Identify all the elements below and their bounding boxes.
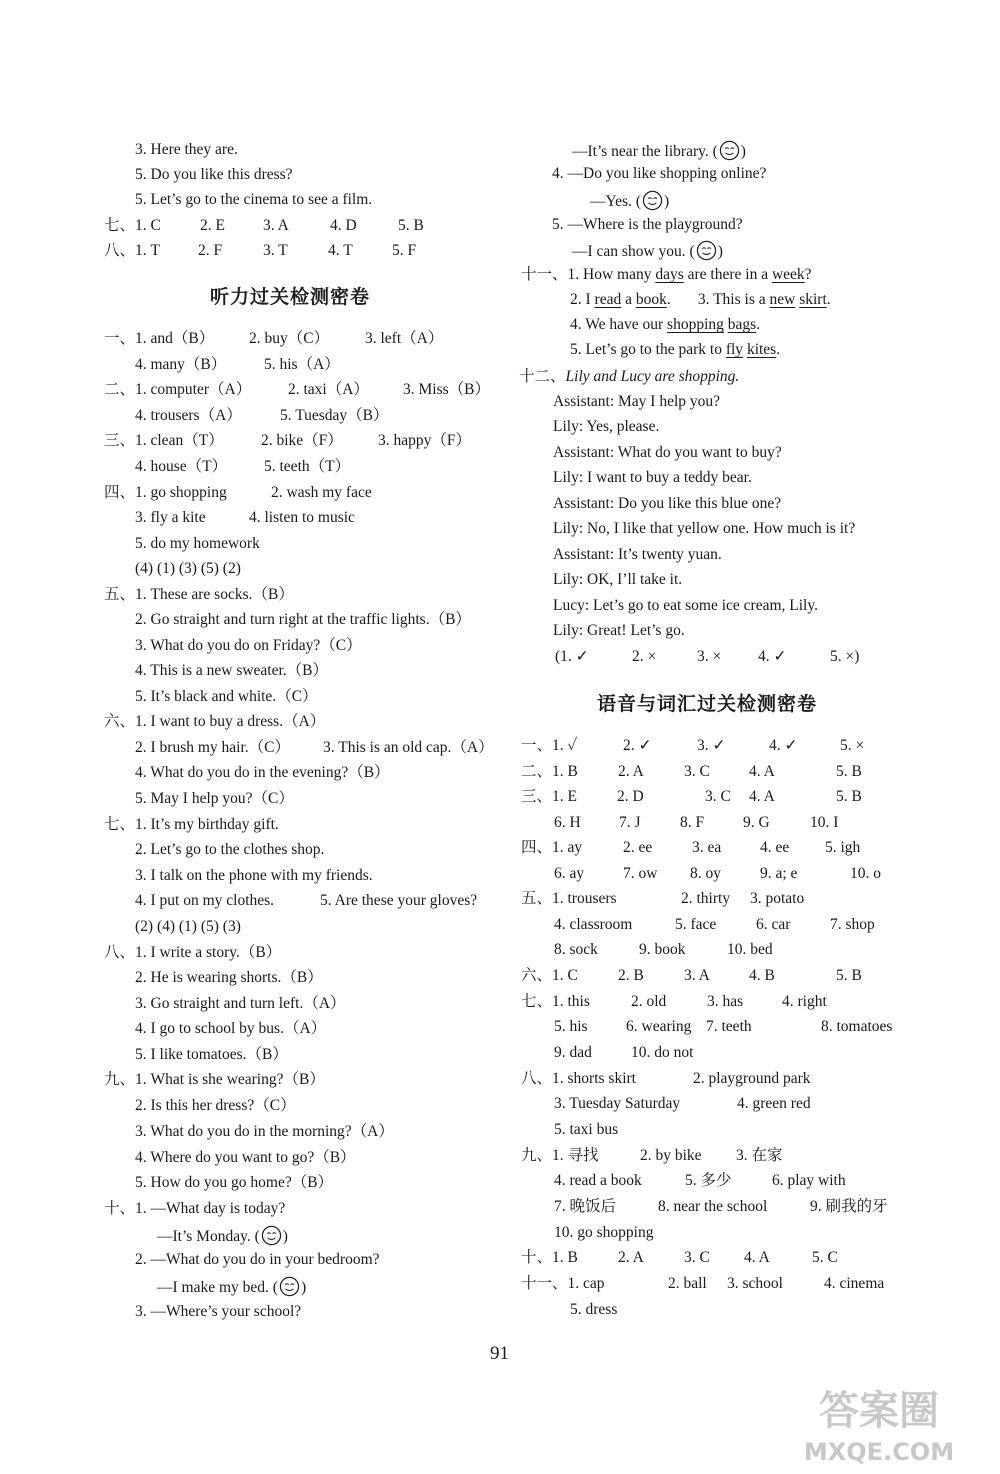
- answer-item: 2. bike（F）: [261, 432, 343, 449]
- answer-line: [521, 265, 812, 285]
- answer-item: 2. by bike: [640, 1147, 702, 1164]
- answer-item: 七、1. C: [104, 217, 161, 234]
- answer-line: [135, 789, 294, 809]
- answer-text: 4. —Do you like shopping online?: [552, 165, 767, 182]
- answer-text: Lily: Yes, please.: [553, 418, 660, 435]
- answer-item: 2. ee: [623, 839, 653, 856]
- answer-line: [104, 943, 281, 963]
- answer-line: [519, 367, 739, 387]
- answer-item: 八、1. shorts skirt: [521, 1070, 636, 1087]
- answer-text: 七、1. It’s my birthday gift.: [104, 816, 279, 833]
- answer-item: 2. ball: [668, 1275, 707, 1292]
- underlined-word: kites: [746, 341, 777, 358]
- answer-line: [135, 534, 260, 554]
- answer-text: 10. go shopping: [554, 1224, 654, 1241]
- text-run: 4. We have our: [570, 316, 668, 333]
- answer-item: 4. A: [749, 788, 775, 805]
- answer-item: 2. F: [198, 242, 223, 259]
- answer-item: 2. E: [200, 217, 225, 234]
- answer-item: 9. 刷我的牙: [810, 1198, 888, 1215]
- answer-item: 5. B: [836, 763, 862, 780]
- answer-item: 3. C: [684, 763, 710, 780]
- answer-item: 8. tomatoes: [821, 1018, 893, 1035]
- answer-text: Lily: Great! Let’s go.: [553, 622, 685, 639]
- answer-line: [553, 596, 818, 616]
- section-title: 听力过关检测密卷: [210, 286, 371, 308]
- answer-item: 8. F: [680, 814, 705, 831]
- answer-item: 3. C: [705, 788, 731, 805]
- answer-item: 5. F: [392, 242, 417, 259]
- answer-item: 3. A: [684, 967, 710, 984]
- answer-item: 5. teeth（T）: [264, 458, 351, 475]
- answer-item: 4. A: [749, 763, 775, 780]
- answer-item: 3. This is an old cap.（A）: [323, 739, 494, 756]
- answer-line: [135, 994, 346, 1014]
- underlined-word: book: [635, 291, 667, 308]
- answer-item: 5. igh: [825, 839, 861, 856]
- answer-text: 4. What do you do in the evening?（B）: [135, 764, 390, 781]
- answer-item: 4. ✓: [758, 648, 787, 665]
- answer-text: 十、1. —What day is today?: [104, 1200, 286, 1217]
- answer-item: 3. T: [263, 242, 288, 259]
- answer-item: 六、1. C: [521, 967, 578, 984]
- answer-text: 5. May I help you?（C）: [135, 790, 294, 807]
- answer-line: [135, 1302, 301, 1322]
- answer-line: [553, 519, 855, 539]
- text-run: a: [621, 291, 636, 308]
- answer-item: 5. face: [675, 916, 717, 933]
- answer-text: —It’s Monday.: [157, 1228, 251, 1245]
- answer-item: 10. bed: [727, 941, 773, 958]
- answer-item: (1. ✓: [555, 648, 589, 665]
- answer-line: [157, 1225, 288, 1245]
- underlined-word: new: [769, 291, 796, 308]
- answer-line: [570, 290, 831, 310]
- answer-item: 2. thirty: [681, 890, 731, 907]
- italic-heading: Lily and Lucy are shopping.: [565, 368, 740, 385]
- answer-item: 2. wash my face: [271, 484, 372, 501]
- answer-item: 9. book: [639, 941, 686, 958]
- answer-item: 7. ow: [623, 865, 658, 882]
- answer-item: 4. T: [328, 242, 353, 259]
- answer-item: 2. ✓: [623, 737, 652, 754]
- answer-text: 五、1. These are socks.（B）: [104, 586, 294, 603]
- answer-item: 一、1. ✓: [521, 737, 578, 754]
- text-run: .: [826, 291, 831, 308]
- answer-item: 4. classroom: [554, 916, 633, 933]
- smiley-wrapper: ( ): [709, 143, 746, 160]
- answer-item: 2. taxi（A）: [288, 381, 369, 398]
- answer-item: 4. D: [330, 217, 357, 234]
- answer-line: [553, 494, 781, 514]
- answer-line: [135, 636, 362, 656]
- answer-item: 6. H: [554, 814, 581, 831]
- underlined-word: skirt: [799, 291, 827, 308]
- answer-line: [553, 621, 685, 641]
- answer-item: 3. A: [263, 217, 289, 234]
- answer-line: [553, 417, 659, 437]
- answer-line: [570, 1300, 617, 1320]
- answer-line: [135, 559, 241, 579]
- text-run: 十一、1. How many: [521, 266, 656, 283]
- text-run: 2. I: [570, 291, 595, 308]
- answer-item: 4. house（T）: [135, 458, 228, 475]
- underlined-word: fly: [725, 341, 744, 358]
- answer-item: 二、1. computer（A）: [104, 381, 252, 398]
- answer-item: 4. B: [749, 967, 775, 984]
- answer-text: 5. I like tomatoes.（B）: [135, 1046, 288, 1063]
- answer-line: [135, 1045, 288, 1065]
- answer-item: 7. teeth: [706, 1018, 752, 1035]
- answer-line: [553, 443, 782, 463]
- answer-text: Lily: OK, I’ll take it.: [553, 571, 683, 588]
- answer-item: 4. listen to music: [249, 509, 355, 526]
- answer-text: 4. Where do you want to go?（B）: [135, 1149, 356, 1166]
- watermark-url: MXQE.COM: [803, 1438, 955, 1466]
- answer-text: 八、1. I write a story.（B）: [104, 944, 282, 961]
- answer-item: 3. ea: [692, 839, 722, 856]
- answer-item: 6. wearing: [626, 1018, 692, 1035]
- answer-item: 9. a; e: [760, 865, 798, 882]
- answer-item: 4. A: [744, 1249, 770, 1266]
- answer-line: [135, 1148, 356, 1168]
- answer-item: 2. I brush my hair.（C）: [135, 739, 290, 756]
- smiley-wrapper: ( ): [632, 193, 669, 210]
- answer-line: [157, 1276, 306, 1296]
- answer-line: [135, 763, 390, 783]
- answer-item: 3. C: [684, 1249, 710, 1266]
- answer-item: 5. his（A）: [264, 356, 340, 373]
- answer-line: [570, 315, 760, 335]
- answer-text: Assistant: It’s twenty yuan.: [553, 546, 722, 563]
- answer-line: [104, 712, 325, 732]
- answer-text: 3. Here they are.: [135, 141, 238, 158]
- answer-item: 9. G: [743, 814, 770, 831]
- answer-text: 4. I go to school by bus.（A）: [135, 1020, 327, 1037]
- answer-item: 4. many（B）: [135, 356, 227, 373]
- answer-item: 2. A: [618, 1249, 644, 1266]
- answer-item: 4. I put on my clothes.: [135, 892, 275, 909]
- answer-item: 4. right: [782, 993, 827, 1010]
- answer-item: 四、1. go shopping: [104, 484, 227, 501]
- answer-item: 3. left（A）: [365, 330, 444, 347]
- answer-item: 7. 晚饭后: [554, 1198, 617, 1215]
- answer-item: 10. o: [850, 865, 881, 882]
- answer-item: 5. C: [812, 1249, 838, 1266]
- answer-text: 5. Do you like this dress?: [135, 166, 293, 183]
- answer-item: 10. do not: [631, 1044, 694, 1061]
- answer-item: 2. buy（C）: [249, 330, 330, 347]
- smiley-face-icon: [279, 1276, 300, 1297]
- answer-item: 二、1. B: [521, 763, 578, 780]
- answer-line: [104, 1199, 285, 1219]
- answer-item: 九、1. 寻找: [521, 1147, 599, 1164]
- answer-item: 4. ✓: [769, 737, 798, 754]
- text-run: are there in a: [683, 266, 772, 283]
- answer-item: 2. old: [631, 993, 667, 1010]
- answer-text: 3. Go straight and turn left.（A）: [135, 995, 346, 1012]
- answer-item: 4. cinema: [824, 1275, 885, 1292]
- smiley-wrapper: ( ): [686, 243, 723, 260]
- answer-item: 6. ay: [554, 865, 585, 882]
- answer-item: 6. play with: [772, 1172, 846, 1189]
- answer-item: 8. sock: [554, 941, 598, 958]
- smiley-wrapper: ( ): [269, 1279, 306, 1296]
- answer-text: 5. taxi bus: [554, 1121, 619, 1138]
- answer-line: [135, 687, 318, 707]
- answer-item: 3. ×: [697, 648, 722, 665]
- answer-line: [135, 866, 373, 886]
- answer-line: [135, 1173, 333, 1193]
- answer-item: 4. read a book: [554, 1172, 642, 1189]
- answer-line: [135, 661, 328, 681]
- section-title: 语音与词汇过关检测密卷: [597, 693, 818, 715]
- answer-text: Assistant: Do you like this blue one?: [553, 495, 782, 512]
- answer-item: 5. Tuesday（B）: [280, 407, 389, 424]
- answer-item: 3. happy（F）: [378, 432, 472, 449]
- answer-item: 2. B: [618, 967, 644, 984]
- answer-line: [553, 570, 682, 590]
- answer-item: 3. 在家: [736, 1147, 783, 1164]
- answer-item: 三、1. E: [521, 788, 577, 805]
- answer-line: [104, 585, 294, 605]
- answer-text: 2. He is wearing shorts.（B）: [135, 969, 323, 986]
- answer-text: Assistant: May I help you?: [553, 393, 721, 410]
- answer-item: 2. D: [617, 788, 644, 805]
- answer-item: 5. B: [836, 967, 862, 984]
- answer-line: [135, 968, 323, 988]
- answer-line: [135, 840, 324, 860]
- answer-line: [553, 468, 752, 488]
- answer-text: 5. Let’s go to the cinema to see a film.: [135, 191, 373, 208]
- answer-item: 一、1. and（B）: [104, 330, 215, 347]
- answer-item: 3. Miss（B）: [403, 381, 490, 398]
- answer-text: 六、1. I want to buy a dress.（A）: [104, 713, 326, 730]
- underlined-word: week: [771, 266, 805, 283]
- answer-text: 3. What do you do in the morning?（A）: [135, 1123, 394, 1140]
- answer-text: 2. —What do you do in your bedroom?: [135, 1251, 380, 1268]
- answer-item: 7. shop: [830, 916, 875, 933]
- answer-item: 5. his: [554, 1018, 588, 1035]
- answer-text: 5. dress: [570, 1301, 618, 1318]
- answer-item: 七、1. this: [521, 993, 590, 1010]
- answer-line: [552, 215, 743, 235]
- answer-item: 3. has: [707, 993, 744, 1010]
- answer-line: [554, 1120, 618, 1140]
- page-number: 91: [490, 1343, 509, 1364]
- answer-line: [552, 164, 766, 184]
- text-run: . 3. This is a: [666, 291, 770, 308]
- answer-text: 5. It’s black and white.（C）: [135, 688, 318, 705]
- answer-line: [553, 545, 722, 565]
- answer-item: 3. school: [727, 1275, 783, 1292]
- answer-item: 2. playground park: [693, 1070, 811, 1087]
- underlined-word: shopping: [667, 316, 724, 333]
- answer-text: 5. do my homework: [135, 535, 260, 552]
- answer-item: 四、1. ay: [521, 839, 583, 856]
- answer-line: [104, 815, 279, 835]
- smiley-face-icon: [696, 240, 717, 261]
- answer-text: Lily: No, I like that yellow one. How much is it?: [553, 520, 856, 537]
- answer-item: 4. ee: [760, 839, 790, 856]
- answer-item: 7. J: [619, 814, 641, 831]
- answer-line: [554, 1223, 653, 1243]
- answer-item: 5. B: [398, 217, 424, 234]
- answer-line: [135, 1096, 296, 1116]
- answer-text: 2. Let’s go to the clothes shop.: [135, 841, 325, 858]
- text-run: 十二、: [519, 368, 566, 385]
- answer-text: (2) (4) (1) (5) (3): [135, 918, 241, 935]
- answer-text: —I make my bed.: [157, 1279, 269, 1296]
- watermark-logo: [774, 1380, 984, 1470]
- answer-line: [135, 165, 293, 185]
- text-run: 5. Let’s go to the park to: [570, 341, 726, 358]
- smiley-wrapper: ( ): [251, 1228, 288, 1245]
- answer-item: 八、1. T: [104, 242, 160, 259]
- answer-item: 2. A: [618, 763, 644, 780]
- text-run: .: [776, 341, 781, 358]
- answer-text: 3. I talk on the phone with my friends.: [135, 867, 373, 884]
- answer-line: [572, 140, 746, 160]
- answer-text: —Yes.: [590, 193, 632, 210]
- answer-text: (4) (1) (3) (5) (2): [135, 560, 241, 577]
- answer-item: 十一、1. cap: [521, 1275, 605, 1292]
- answer-item: 10. I: [810, 814, 839, 831]
- answer-text: Assistant: What do you want to buy?: [553, 444, 782, 461]
- answer-item: 3. ✓: [697, 737, 726, 754]
- answer-item: 5. 多少: [685, 1172, 732, 1189]
- underlined-word: bags: [727, 316, 757, 333]
- answer-line: [590, 190, 669, 210]
- text-run: ?: [804, 266, 812, 283]
- smiley-face-icon: [261, 1225, 282, 1246]
- smiley-face-icon: [642, 190, 663, 211]
- answer-line: [135, 190, 372, 210]
- answer-line: [135, 1122, 394, 1142]
- answer-text: Lily: I want to buy a teddy bear.: [553, 469, 752, 486]
- underlined-word: days: [655, 266, 684, 283]
- answer-text: —It’s near the library.: [572, 143, 709, 160]
- answer-text: 九、1. What is she wearing?（B）: [104, 1071, 325, 1088]
- answer-line: [553, 392, 720, 412]
- answer-line: [570, 340, 780, 360]
- answer-item: 3. Tuesday Saturday: [554, 1095, 681, 1112]
- answer-item: 8. oy: [690, 865, 721, 882]
- text-run: .: [756, 316, 761, 333]
- answer-text: —I can show you.: [572, 243, 686, 260]
- smiley-face-icon: [719, 140, 740, 161]
- answer-text: 3. What do you do on Friday?（C）: [135, 637, 362, 654]
- answer-item: 三、1. clean（T）: [104, 432, 224, 449]
- answer-item: 5. Are these your gloves?: [320, 892, 478, 909]
- answer-line: [135, 610, 471, 630]
- answer-item: 十、1. B: [521, 1249, 578, 1266]
- answer-line: [572, 240, 723, 260]
- answer-text: 4. This is a new sweater.（B）: [135, 662, 329, 679]
- answer-item: 4. green red: [737, 1095, 811, 1112]
- answer-item: 5. ×: [840, 737, 865, 754]
- answer-item: 3. potato: [750, 890, 805, 907]
- answer-text: Lucy: Let’s go to eat some ice cream, Lily.: [553, 597, 818, 614]
- answer-text: 5. How do you go home?（B）: [135, 1174, 334, 1191]
- answer-text: 2. Is this her dress?（C）: [135, 1097, 296, 1114]
- answer-line: [135, 917, 241, 937]
- answer-item: 4. trousers（A）: [135, 407, 242, 424]
- answer-item: 3. fly a kite: [135, 509, 206, 526]
- answer-text: 2. Go straight and turn right at the traffic lights.（B）: [135, 611, 471, 628]
- answer-line: [135, 1019, 326, 1039]
- answer-line: [135, 140, 238, 160]
- answer-item: 五、1. trousers: [521, 890, 617, 907]
- answer-item: 5. ×): [830, 648, 860, 665]
- answer-item: 6. car: [756, 916, 791, 933]
- answer-line: [135, 1250, 380, 1270]
- answer-text: 3. —Where’s your school?: [135, 1303, 302, 1320]
- answer-line: [104, 1070, 325, 1090]
- answer-item: 8. near the school: [658, 1198, 768, 1215]
- answer-item: 2. ×: [632, 648, 657, 665]
- underlined-word: read: [594, 291, 622, 308]
- answer-item: 5. B: [836, 788, 862, 805]
- answer-text: 5. —Where is the playground?: [552, 216, 743, 233]
- answer-item: 9. dad: [554, 1044, 592, 1061]
- watermark-text: 答案圈: [819, 1388, 939, 1434]
